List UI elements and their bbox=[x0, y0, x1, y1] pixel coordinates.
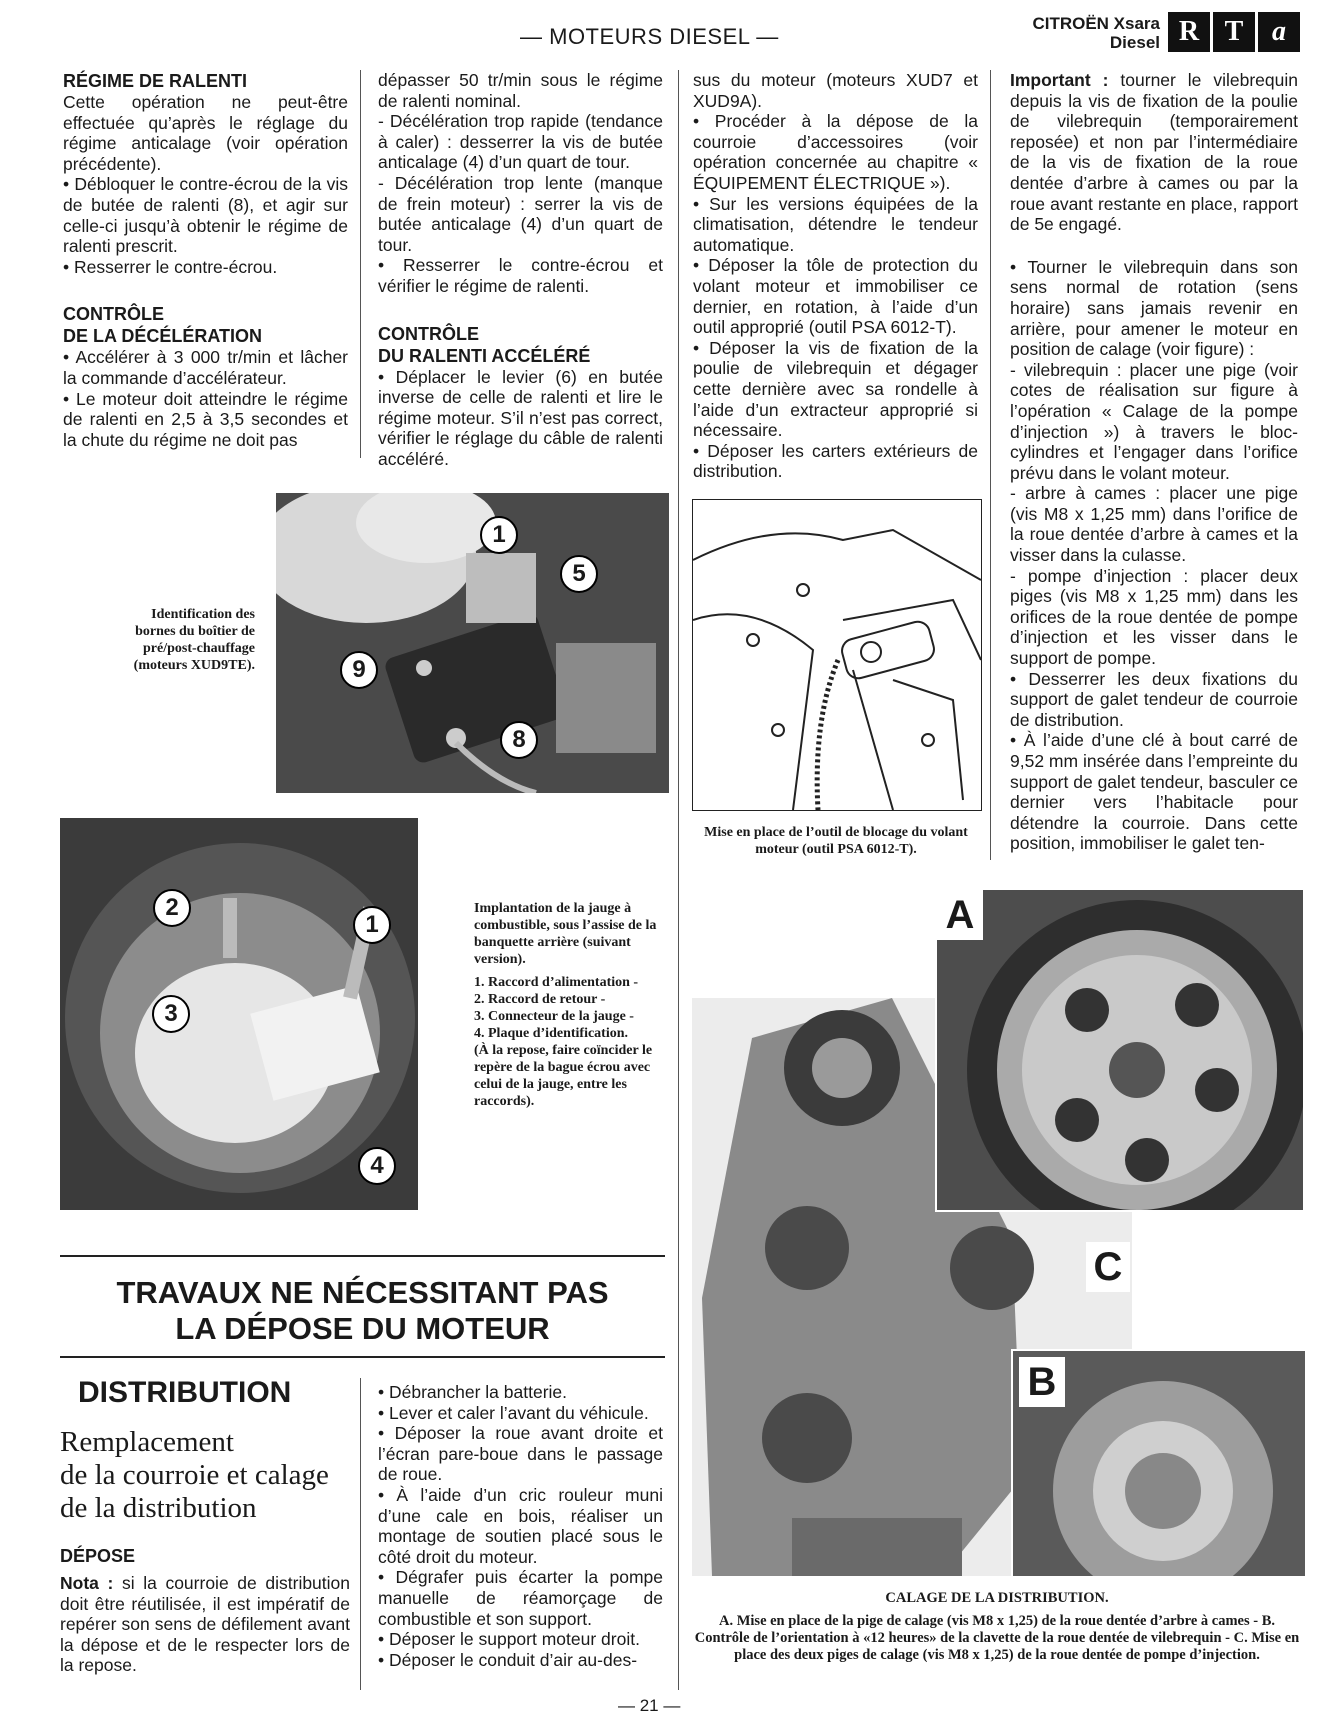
running-header: — MOTEURS DIESEL — bbox=[520, 24, 779, 49]
paragraph: • Déposer le conduit d’air au-des- bbox=[378, 1649, 638, 1670]
heading-line: CONTRÔLE bbox=[63, 304, 164, 325]
paragraph: • À l’aide d’un cric rouleur muni d’une cale en bois, réaliser un montage de soutien placé sous le côté droit du moteur. bbox=[378, 1484, 663, 1567]
drawing-flywheel-tool bbox=[692, 499, 982, 811]
caption-item: (À la repose, faire coïncider le repère de la bague écrou avec celui de la jauge, entre les raccords). bbox=[474, 1043, 653, 1109]
heading-line: DE LA DÉCÉLÉRATION bbox=[63, 326, 263, 347]
paragraph: - Décélération trop lente (manque de frein moteur) : serrer la vis de butée anticalage (4) d’un quart de tour. bbox=[378, 172, 663, 255]
paragraph: - vilebrequin : placer une pige (voir cotes de réalisation sur figure à l’opération « Calage de la pompe d’injection ») à travers le bloc-cylindres et l’engager dans l’orifice prévu dans le volant moteur. bbox=[1010, 359, 1298, 483]
figure-caption-timing bbox=[692, 1590, 1302, 1664]
callout-label: 5 bbox=[560, 555, 598, 593]
paragraph: • Sur les versions équipées de la climatisation, détendre le tendeur automatique. bbox=[693, 193, 978, 255]
text-column-2 bbox=[378, 70, 663, 470]
photo-preheat-box bbox=[276, 493, 669, 793]
callout-label: 1 bbox=[353, 906, 391, 944]
page-number: — 21 — bbox=[618, 1696, 681, 1715]
heading-ralenti: RÉGIME DE RALENTI bbox=[63, 71, 248, 91]
paragraph: • À l’aide d’une clé à bout carré de 9,52 mm insérée dans l’empreinte du support de galet tendeur, basculer ce dernier vers l’habitacle pour détendre la courroie. Dans cette position, immobiliser le galet ten- bbox=[1010, 730, 1298, 854]
paragraph: • Déposer la vis de fixation de la poulie de vilebrequin et dégager cette dernière avec sa rondelle à l’aide d’un extracteur approprié si nécessaire. bbox=[693, 337, 978, 441]
paragraph: • Déposer la tôle de protection du volant moteur et immobiliser ce dernier, en rotation, à l’aide d’un outil approprié (outil PSA 6012-T). bbox=[693, 255, 978, 338]
paragraph: • Déposer la roue avant droite et l’écran pare-boue dans le passage de roue. bbox=[378, 1423, 663, 1485]
paragraph: dépasser 50 tr/min sous le régime de ralenti nominal. bbox=[378, 70, 663, 111]
important-text: tourner le vilebrequin depuis la vis de fixation de la poulie de vilebrequin (temporairement reposée) et non par l’intermédiaire de la vis de fixation de la roue dentée d’arbre à cames ou par la roue avant restante en place, rapport de 5e engagé. bbox=[1010, 70, 1298, 235]
section-rule bbox=[60, 1356, 665, 1358]
paragraph: • Déposer le support moteur droit. bbox=[378, 1629, 640, 1650]
brand-model: CITROËN Xsara bbox=[1032, 14, 1160, 33]
paragraph: • Dégrafer puis écarter la pompe manuelle de réamorçage de combustible et son support. bbox=[378, 1567, 663, 1629]
column-rule bbox=[360, 70, 361, 458]
callout-label: 4 bbox=[358, 1147, 396, 1185]
subtitle-line: de la courroie et calage bbox=[60, 1459, 329, 1491]
paragraph: Cette opération ne peut-être effectuée qu’après le réglage du régime anticalage (voir opération précédente). bbox=[63, 92, 348, 174]
paragraph: • Tourner le vilebrequin dans son sens normal de rotation (sens horaire) sans jamais revenir en arrière, pour amener le moteur en position de calage (voir figure) : bbox=[1010, 256, 1298, 360]
heading-deceleration bbox=[63, 303, 348, 347]
paragraph: • Accélérer à 3 000 tr/min et lâcher la commande d’accélérateur. bbox=[63, 347, 348, 388]
logo-letter: a bbox=[1258, 12, 1300, 52]
depose-block bbox=[60, 1545, 350, 1676]
column-rule bbox=[360, 1378, 361, 1690]
nota-label: Nota : bbox=[60, 1573, 114, 1593]
column-rule bbox=[678, 70, 679, 1690]
figure-caption-fuel-gauge bbox=[474, 900, 664, 1110]
brand-label bbox=[1010, 14, 1160, 52]
nota-text: si la courroie de distribution doit être réutilisée, il est impératif de repérer son sens de défilement avant la dépose et de le respecter lors de la repose. bbox=[60, 1573, 351, 1676]
paragraph: • Resserrer le contre-écrou. bbox=[63, 256, 278, 277]
paragraph: • Débrancher la batterie. bbox=[378, 1382, 568, 1402]
subsection-title bbox=[60, 1426, 350, 1525]
paragraph: • Resserrer le contre-écrou et vérifier le régime de ralenti. bbox=[378, 255, 663, 296]
heading-line: CONTRÔLE bbox=[378, 323, 479, 344]
preheat-box-illustration bbox=[276, 493, 669, 793]
callout-label: 9 bbox=[340, 651, 378, 689]
text-column-1 bbox=[63, 70, 348, 450]
banner-line: TRAVAUX NE NÉCESSITANT PAS bbox=[116, 1275, 609, 1310]
distribution-block bbox=[60, 1376, 350, 1676]
flywheel-tool-drawing bbox=[693, 500, 981, 810]
paragraph-important bbox=[1010, 70, 1298, 235]
paragraph: - Décélération trop rapide (tendance à caler) : desserrer la vis de butée anticalage (4) d’un quart de tour. bbox=[378, 111, 663, 173]
figure-caption-flywheel: Mise en place de l’outil de blocage du volant moteur (outil PSA 6012-T). bbox=[704, 825, 968, 857]
caption-item: 1. Raccord d’alimentation - bbox=[474, 975, 639, 990]
caption-intro: Implantation de la jauge à combustible, sous l’assise de la banquette arrière (suivant version). bbox=[474, 901, 657, 967]
banner-line: LA DÉPOSE DU MOTEUR bbox=[175, 1311, 550, 1346]
paragraph: • Déposer les carters extérieurs de distribution. bbox=[693, 440, 978, 482]
brand-variant: Diesel bbox=[1109, 33, 1160, 52]
inset-photo-a bbox=[935, 888, 1305, 1212]
important-label: Important : bbox=[1010, 70, 1109, 90]
inset-label: A bbox=[937, 890, 983, 940]
subtitle-line: Remplacement bbox=[60, 1426, 234, 1458]
text-column-3 bbox=[693, 70, 978, 482]
paragraph: • Lever et caler l’avant du véhicule. bbox=[378, 1402, 649, 1423]
caption-title: CALAGE DE LA DISTRIBUTION. bbox=[885, 1590, 1109, 1606]
paragraph: - pompe d’injection : placer deux piges (vis M8 x 1,25 mm) dans les orifices de la roue dentée de pompe d’injection et les visser dans le support de pompe. bbox=[1010, 565, 1298, 669]
section-rule bbox=[60, 1255, 665, 1257]
callout-letter-c: C bbox=[1086, 1242, 1130, 1292]
logo-letter: T bbox=[1213, 12, 1255, 52]
section-title: DISTRIBUTION bbox=[78, 1376, 292, 1409]
callout-label: 1 bbox=[480, 516, 518, 554]
figure-caption-preheat: Identification des bornes du boîtier de pré/post-chauffage (moteurs XUD9TE). bbox=[133, 607, 255, 673]
heading-ralenti-accelere bbox=[378, 323, 663, 367]
callout-label: 8 bbox=[500, 721, 538, 759]
inset-photo-b bbox=[1011, 1349, 1307, 1578]
paragraph: sus du moteur (moteurs XUD7 et XUD9A). bbox=[693, 70, 978, 111]
paragraph: • Débloquer le contre-écrou de la vis de butée de ralenti (8), et agir sur celle-ci jusqu’à obtenir le régime de ralenti prescrit. bbox=[63, 174, 348, 257]
camshaft-sprocket-illustration bbox=[937, 890, 1303, 1210]
caption-item: 2. Raccord de retour - bbox=[474, 992, 606, 1007]
paragraph: • Desserrer les deux fixations du support de galet tendeur de courroie de distribution. bbox=[1010, 668, 1298, 730]
callout-label: 2 bbox=[153, 889, 191, 927]
caption-body: A. Mise en place de la pige de calage (vis M8 x 1,25) de la roue dentée d’arbre à cames - B. Contrôle de l’orientation à «12 heures» de la clavette de la roue dentée de vilebrequin - C. Mise en place des deux piges de calage (vis M8 x 1,25) de la roue dentée de pompe d’injection. bbox=[694, 1613, 1300, 1663]
heading-depose: DÉPOSE bbox=[60, 1546, 136, 1566]
paragraph: • Procéder à la dépose de la courroie d’accessoires (voir opération concernée au chapitre « ÉQUIPEMENT ÉLECTRIQUE »). bbox=[693, 111, 978, 193]
column-rule bbox=[990, 70, 991, 860]
heading-line: DU RALENTI ACCÉLÉRÉ bbox=[378, 345, 591, 366]
caption-item: 3. Connecteur de la jauge - bbox=[474, 1009, 634, 1024]
rta-logo bbox=[1168, 12, 1300, 52]
caption-item: 4. Plaque d’identification. bbox=[474, 1026, 629, 1041]
subtitle-line: de la distribution bbox=[60, 1492, 257, 1524]
paragraph: • Déplacer le levier (6) en butée inverse de celle de ralenti et lire le régime moteur. S’il n’est pas correct, vérifier le réglage du câble de ralenti accéléré. bbox=[378, 366, 663, 469]
paragraph: • Le moteur doit atteindre le régime de ralenti en 2,5 à 3,5 secondes et la chute du régime ne doit pas bbox=[63, 388, 348, 450]
text-column-2-lower bbox=[378, 1382, 663, 1670]
photo-fuel-gauge bbox=[60, 818, 418, 1210]
paragraph: - arbre à cames : placer une pige (vis M8 x 1,25 mm) dans l’orifice de la roue dentée d’arbre à cames et la visser dans la culasse. bbox=[1010, 483, 1298, 566]
logo-letter: R bbox=[1168, 12, 1210, 52]
nota-paragraph bbox=[60, 1573, 350, 1676]
text-column-4 bbox=[1010, 70, 1298, 854]
inset-label: B bbox=[1019, 1357, 1065, 1407]
callout-label: 3 bbox=[152, 995, 190, 1033]
section-banner bbox=[60, 1275, 665, 1347]
